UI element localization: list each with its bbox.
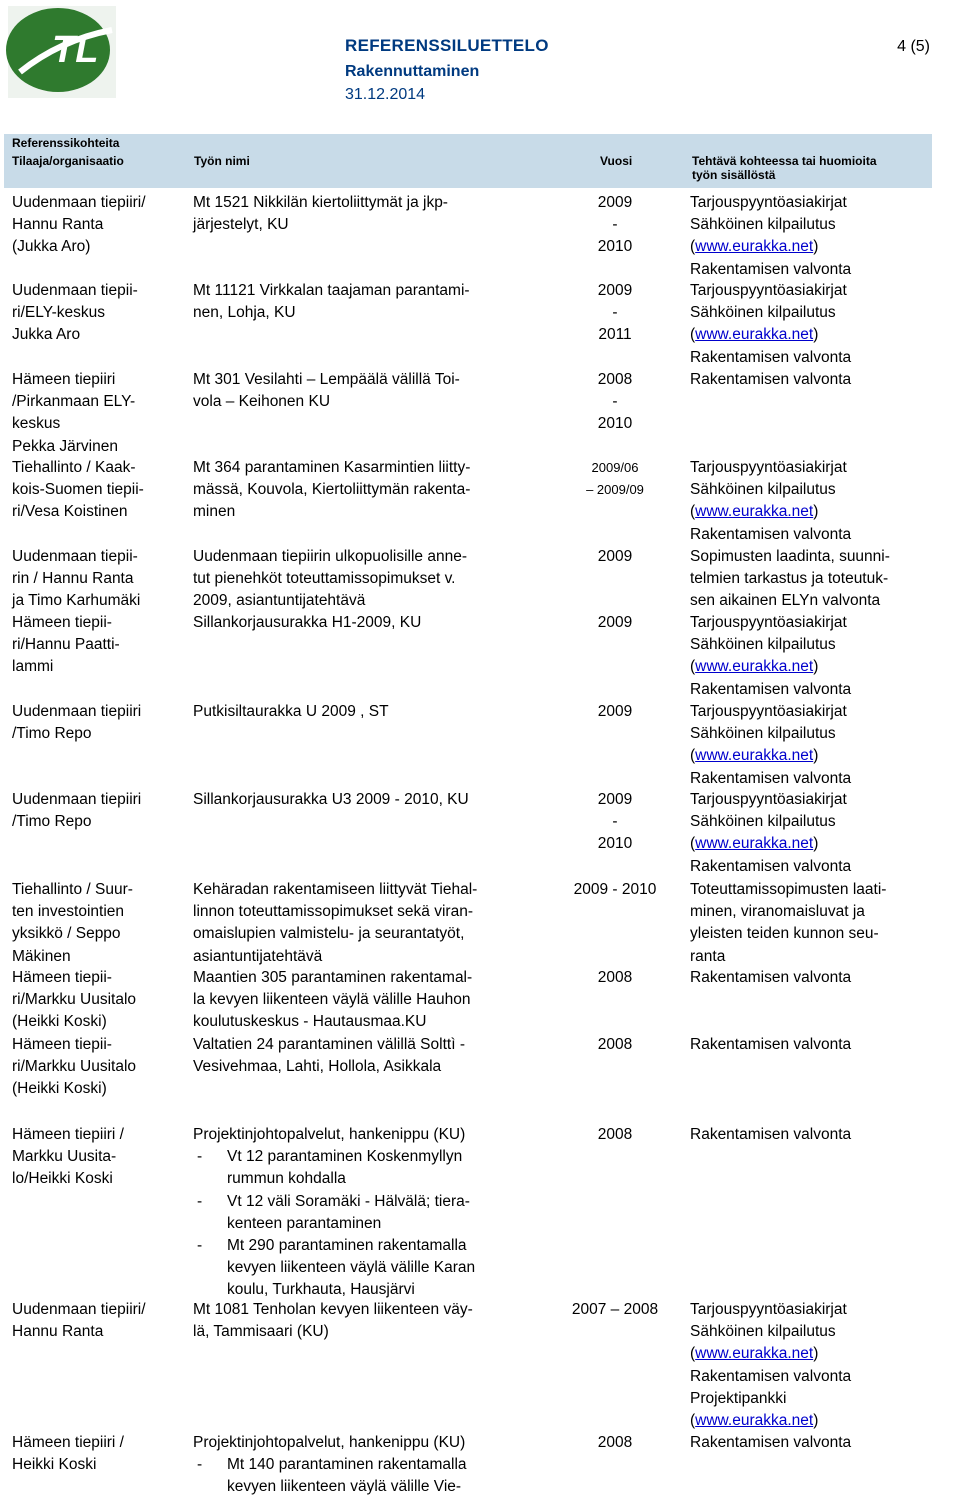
work-name-line: linnon toteuttamissopimukset sekä viran- [193,903,473,921]
organisation-line: Hannu Ranta [12,216,104,234]
cell-task [690,879,940,968]
task-line: ranta [690,947,726,965]
cell-task [690,967,940,989]
task-line: Sähköinen kilpailutus [690,636,836,654]
work-name-line: minen [193,503,236,521]
column-header-year: Vuosi [600,154,633,168]
year-line: 2009 [597,548,633,565]
year-line: 2009 - 2010 [573,881,657,898]
task-line: Sähköinen kilpailutus [690,1323,836,1341]
cell-organisation [12,546,182,613]
eurakka-link-line [690,833,940,855]
task-line: Rakentamisen valvonta [690,1434,852,1451]
year-line: 2007 – 2008 [571,1301,659,1318]
eurakka-link-url[interactable]: www.eurakka.net [695,835,814,853]
year-line: - [612,813,618,831]
cell-year [555,369,675,436]
year-line: 2011 [598,326,632,344]
eurakka-link[interactable]: (www.eurakka.net) [690,326,819,344]
work-name-line: Valtatien 24 parantaminen välillä Solttì - [193,1036,465,1053]
organisation-line: kois-Suomen tiepii- [12,481,144,499]
task-line: Rakentamisen valvonta [690,1036,852,1053]
cell-task [690,280,940,369]
work-name-line: omaislupien valmistelu- ja seurantatyöt, [193,925,465,943]
task-line: Rakentamisen valvonta [690,969,852,986]
document-subtitle: Rakennuttaminen [345,63,480,80]
organisation-line: Hämeen tiepii- [12,614,112,631]
work-name-line: Mt 301 Vesilahti – Lempäälä välillä Toi- [193,371,460,388]
task-line: Projektipankki [690,1389,787,1407]
column-header-task-line2: työn sisällöstä [692,168,776,182]
work-name-line: järjestelyt, KU [193,216,289,234]
organisation-line: Mäkinen [12,947,71,965]
cell-organisation [12,967,182,1034]
eurakka-link[interactable]: (www.eurakka.net) [690,658,819,676]
work-name-line: Sillankorjausurakka U3 2009 - 2010, KU [193,791,469,808]
work-name-line: Kehäradan rakentamiseen liittyvät Tiehal- [193,881,478,898]
eurakka-link[interactable]: (www.eurakka.net) [690,1412,819,1430]
cell-organisation [12,369,182,458]
organisation-line: Hämeen tiepiiri / [12,1126,124,1143]
organisation-line: lammi [12,658,54,676]
organisation-line: /Timo Repo [12,813,92,831]
cell-organisation [12,701,182,745]
task-line: Rakentamisen valvonta [690,1126,852,1143]
cell-year [555,1034,675,1056]
tl-logo [0,0,122,102]
cell-task [690,1124,940,1146]
task-line: Rakentamisen valvonta [690,1367,852,1385]
cell-year [555,789,675,856]
work-name-line: Uudenmaan tiepiirin ulkopuolisille anne- [193,548,467,565]
year-line: 2009 [597,791,633,808]
task-line: Rakentamisen valvonta [690,769,852,787]
cell-work-name [193,701,543,723]
eurakka-link-line [690,236,940,258]
organisation-line: ri/Vesa Koistinen [12,503,128,521]
column-header-org: Tilaaja/organisaatio [12,154,124,168]
cell-task [690,701,940,790]
year-line: 2009 [597,614,633,631]
work-name-line: Putkisiltaurakka U 2009 , ST [193,703,389,720]
cell-organisation [12,1299,182,1343]
cell-task [690,789,940,878]
organisation-line: (Heikki Koski) [12,1080,107,1098]
eurakka-link-line [690,1343,940,1365]
eurakka-link[interactable]: (www.eurakka.net) [690,503,819,521]
cell-task [690,457,940,546]
task-line: Sähköinen kilpailutus [690,725,836,743]
eurakka-link[interactable]: (www.eurakka.net) [690,747,819,765]
cell-year [555,546,675,568]
organisation-line: Hämeen tiepiiri [12,371,116,388]
cell-work-name [193,1124,543,1302]
cell-year [555,457,675,501]
cell-work-name [193,546,543,613]
organisation-line: Tiehallinto / Suur- [12,881,133,898]
cell-work-name [193,879,543,968]
work-name-line: Mt 364 parantaminen Kasarmintien liitty- [193,459,471,476]
eurakka-link-url[interactable]: www.eurakka.net [695,326,814,344]
work-name-line: asiantuntijatehtävä [193,947,323,965]
work-subitem-continuation: kevyen liikenteen väylä välille Karan [227,1259,476,1277]
work-name-line: Maantien 305 parantaminen rakentamal- [193,969,473,986]
work-name-line: Mt 11121 Virkkalan taajaman parantami- [193,282,470,299]
year-line: 2009 [597,703,633,720]
year-line: 2010 [597,415,633,433]
cell-task [690,1432,940,1454]
cell-organisation [12,457,182,524]
organisation-line: Hämeen tiepii- [12,1036,112,1053]
cell-work-name [193,280,543,324]
cell-work-name [193,192,543,236]
work-name-line: mässä, Kouvola, Kiertoliittymän rakenta- [193,481,471,499]
organisation-line: Tiehallinto / Kaak- [12,459,136,476]
cell-work-name [193,789,543,811]
task-line: Rakentamisen valvonta [690,680,852,698]
section-title: Referenssikohteita [4,134,932,152]
organisation-line: Hannu Ranta [12,1323,104,1341]
eurakka-link-url[interactable]: www.eurakka.net [695,747,814,765]
column-header-name: Työn nimi [194,154,250,168]
organisation-line: Uudenmaan tiepiiri [12,703,142,720]
organisation-line: Uudenmaan tiepii- [12,548,138,565]
organisation-line: ten investointien [12,903,125,921]
task-line: Toteuttamissopimusten laati- [690,881,887,898]
task-line: Sähköinen kilpailutus [690,813,836,831]
eurakka-link[interactable]: (www.eurakka.net) [690,835,819,853]
task-line: telmien tarkastus ja toteutuk- [690,570,889,588]
year-line: - [612,216,618,234]
year-line: 2010 [597,238,633,256]
year-line: 2009 [597,194,633,211]
year-line: 2008 [597,371,633,388]
task-line: Tarjouspyyntöasiakirjat [690,791,847,808]
task-line: sen aikainen ELYn valvonta [690,592,881,610]
page-number: 4 (5) [897,38,930,55]
organisation-line: ri/ELY-keskus [12,304,106,322]
work-subitem-continuation: kevyen liikenteen väylä välille Vie- [227,1478,462,1496]
cell-year [555,612,675,634]
work-name-line: tut pienehköt toteuttamissopimukset v. [193,570,456,588]
cell-year [555,1124,675,1146]
organisation-line: Heikki Koski [12,1456,97,1474]
cell-organisation [12,1124,182,1191]
work-name-line: Projektinjohtopalvelut, hankenippu (KU) [193,1126,466,1143]
year-line: 2010 [597,835,633,853]
cell-year [555,701,675,723]
organisation-line: ri/Markku Uusitalo [12,1058,137,1076]
organisation-line: Jukka Aro [12,326,81,344]
work-name-line: vola – Keihonen KU [193,393,331,411]
cell-year [555,280,675,347]
organisation-line: Uudenmaan tiepiiri [12,791,142,808]
organisation-line: Pekka Järvinen [12,437,118,455]
work-name-line: 2009, asiantuntijatehtävä [193,592,366,610]
eurakka-link-line [690,745,940,767]
task-line: Rakentamisen valvonta [690,525,852,543]
cell-organisation [12,879,182,968]
organisation-line: Uudenmaan tiepiiri/ [12,1301,146,1318]
task-line: Tarjouspyyntöasiakirjat [690,194,847,211]
task-line: Sähköinen kilpailutus [690,481,836,499]
organisation-line: ja Timo Karhumäki [12,592,141,610]
eurakka-link-url[interactable]: www.eurakka.net [695,658,814,676]
task-line: Rakentamisen valvonta [690,260,852,278]
table-column-header [4,152,932,188]
column-header-task-line1: Tehtävä kohteessa tai huomioita [692,154,877,168]
cell-year [555,1432,675,1454]
task-line: Rakentamisen valvonta [690,857,852,875]
task-line: Rakentamisen valvonta [690,348,852,366]
organisation-line: keskus [12,415,61,433]
cell-task [690,612,940,701]
cell-organisation [12,789,182,833]
cell-work-name [193,369,543,413]
organisation-line: (Heikki Koski) [12,1013,107,1031]
cell-year [555,1299,675,1321]
work-name-line: Sillankorjausurakka H1-2009, KU [193,614,422,631]
work-name-line: la kevyen liikenteen väylä välille Hauhon [193,991,471,1009]
work-name-line: nen, Lohja, KU [193,304,296,322]
eurakka-link-url[interactable]: www.eurakka.net [695,1412,814,1430]
eurakka-link-line [690,501,940,523]
task-line: yleisten teiden kunnon seu- [690,925,879,943]
cell-year [555,879,675,901]
organisation-line: yksikkö / Seppo [12,925,121,943]
task-line: minen, viranomaisluvat ja [690,903,865,921]
work-subitem-line: - Vt 12 väli Soramäki - Hälvälä; tiera- [193,1191,543,1213]
task-line: Tarjouspyyntöasiakirjat [690,1301,847,1318]
cell-work-name [193,1299,543,1343]
organisation-line: Markku Uusita- [12,1148,117,1166]
work-name-line: Projektinjohtopalvelut, hankenippu (KU) [193,1434,466,1451]
work-subitem-continuation: koulu, Turkhauta, Hausjärvi [227,1281,415,1299]
year-line: - [612,393,618,411]
task-line: Rakentamisen valvonta [690,371,852,388]
cell-year [555,192,675,259]
organisation-line: Hämeen tiepii- [12,969,112,986]
organisation-line: ri/Hannu Paatti- [12,636,120,654]
cell-task [690,546,940,613]
work-name-line: Mt 1081 Tenholan kevyen liikenteen väy- [193,1301,473,1318]
cell-organisation [12,192,182,259]
work-subitem-continuation: kenteen parantaminen [227,1214,382,1232]
year-line: – 2009/09 [586,482,644,498]
document-title: REFERENSSILUETTELO [345,36,549,55]
task-line: Sähköinen kilpailutus [690,216,836,234]
year-line: 2008 [597,1126,633,1143]
cell-year [555,967,675,989]
cell-task [690,1034,940,1056]
cell-work-name [193,1034,543,1078]
eurakka-link-url[interactable]: www.eurakka.net [695,238,814,256]
organisation-line: /Timo Repo [12,725,92,743]
organisation-line: /Pirkanmaan ELY- [12,393,136,411]
organisation-line: lo/Heikki Koski [12,1170,113,1188]
organisation-line: Hämeen tiepiiri / [12,1434,124,1451]
work-name-line: Mt 1521 Nikkilän kiertoliittymät ja jkp- [193,194,448,211]
work-name-line: lä, Tammisaari (KU) [193,1323,329,1341]
year-line: 2008 [597,1434,633,1451]
work-subitem-line: - Mt 290 parantaminen rakentamalla [193,1235,543,1257]
cell-organisation [12,1432,182,1476]
task-line: Tarjouspyyntöasiakirjat [690,282,847,299]
work-subitem-line: - Mt 140 parantaminen rakentamalla [193,1454,543,1476]
cell-organisation [12,280,182,347]
organisation-line: Uudenmaan tiepii- [12,282,138,299]
organisation-line: ri/Markku Uusitalo [12,991,137,1009]
year-line: 2009/06 [591,460,639,475]
eurakka-link-url[interactable]: www.eurakka.net [695,1345,814,1363]
cell-organisation [12,612,182,679]
organisation-line: Uudenmaan tiepiiri/ [12,194,146,211]
year-line: 2008 [597,1036,633,1053]
organisation-line: (Jukka Aro) [12,238,91,256]
cell-work-name [193,967,543,1034]
cell-task [690,192,940,281]
cell-task [690,369,940,391]
year-line: 2009 [597,282,633,299]
cell-work-name [193,1432,543,1499]
task-line: Tarjouspyyntöasiakirjat [690,703,847,720]
eurakka-link[interactable]: (www.eurakka.net) [690,238,819,256]
work-subitem-continuation: rummun kohdalla [227,1170,346,1188]
eurakka-link-line [690,1410,940,1432]
cell-task [690,1299,940,1432]
eurakka-link-url[interactable]: www.eurakka.net [695,503,814,521]
document-date: 31.12.2014 [345,86,426,103]
task-line: Tarjouspyyntöasiakirjat [690,614,847,631]
cell-work-name [193,612,543,634]
organisation-line: rin / Hannu Ranta [12,570,134,588]
task-line: Sähköinen kilpailutus [690,304,836,322]
work-name-line: koulutuskeskus - Hautausmaa.KU [193,1013,427,1031]
task-line: Sopimusten laadinta, suunni- [690,548,890,565]
year-line: 2008 [597,969,633,986]
eurakka-link[interactable]: (www.eurakka.net) [690,1345,819,1363]
logo-letters: TL [52,29,99,71]
column-header-task [692,154,932,182]
task-line: Tarjouspyyntöasiakirjat [690,459,847,476]
cell-work-name [193,457,543,524]
work-name-line: Vesivehmaa, Lahti, Hollola, Asikkala [193,1058,442,1076]
eurakka-link-line [690,324,940,346]
cell-organisation [12,1034,182,1101]
eurakka-link-line [690,656,940,678]
work-subitem-line: - Vt 12 parantaminen Koskenmyllyn [193,1146,543,1168]
year-line: - [612,304,618,322]
